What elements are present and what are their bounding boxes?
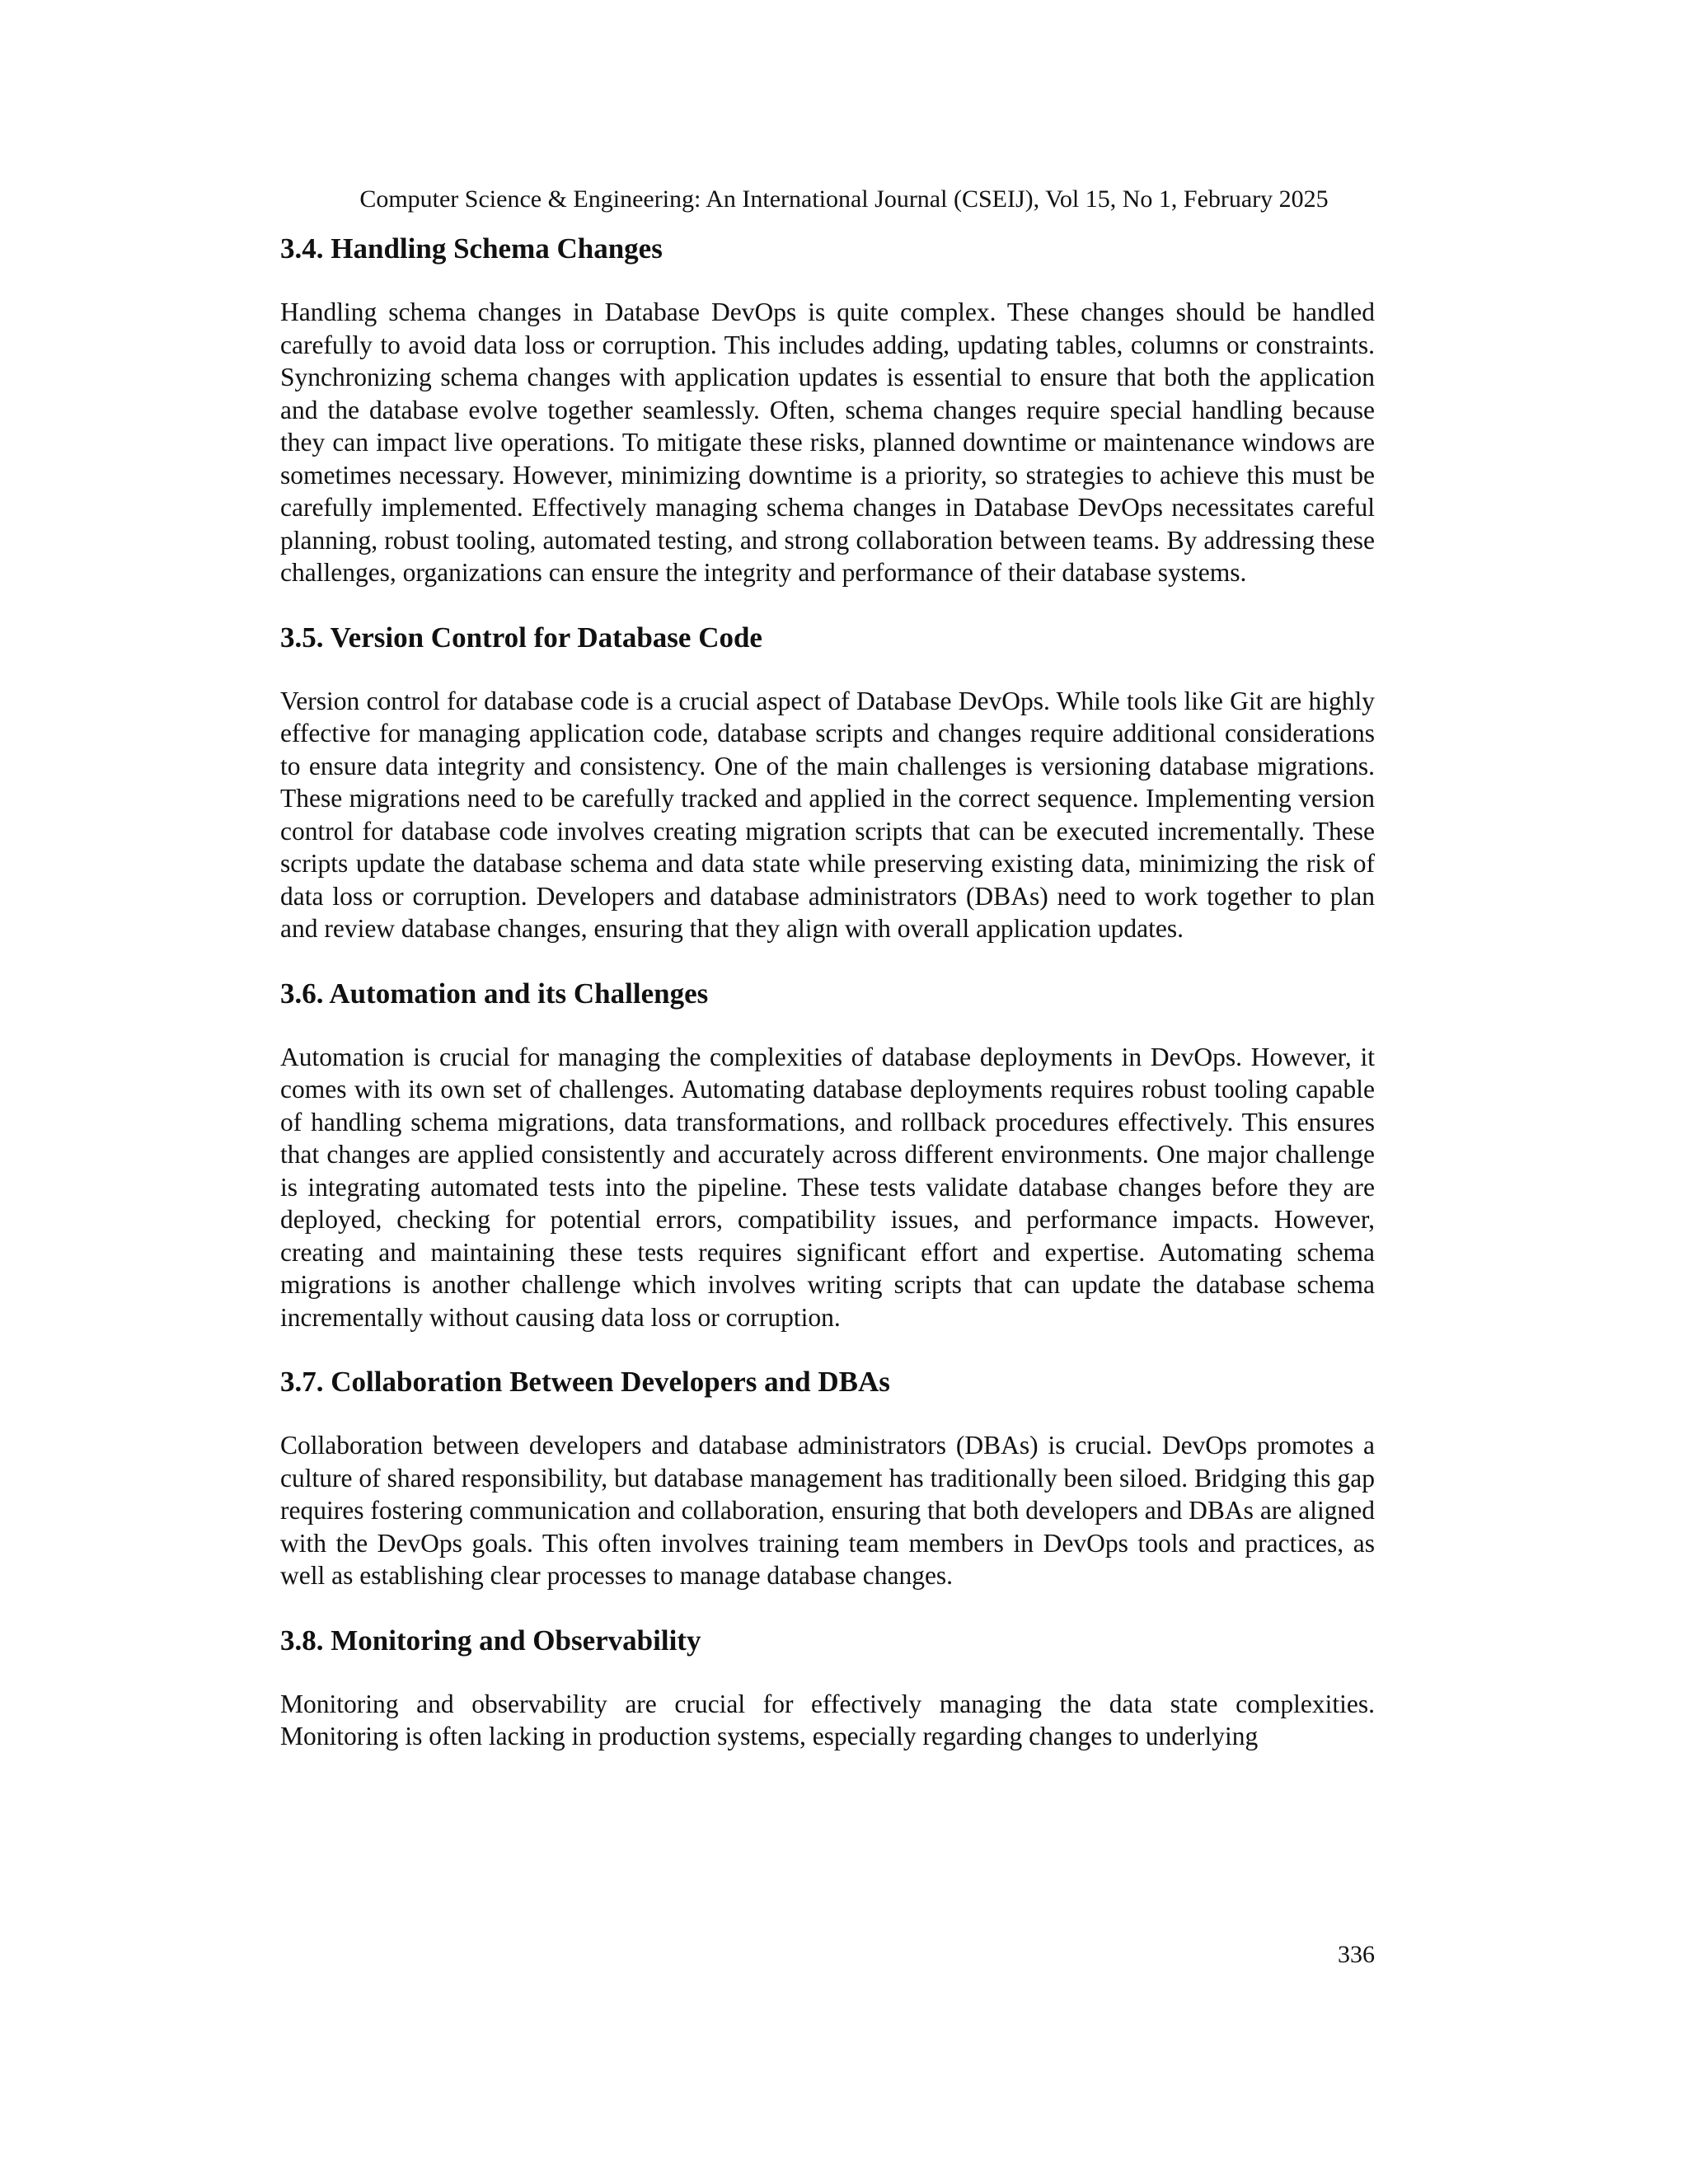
section-heading: 3.8. Monitoring and Observability (280, 1624, 701, 1657)
section-automation-challenges (280, 976, 1375, 1334)
section-heading: 3.5. Version Control for Database Code (280, 621, 762, 654)
section-version-control (280, 620, 1375, 945)
page-number: 336 (1338, 1941, 1375, 1968)
section-handling-schema-changes (280, 231, 1375, 589)
section-monitoring (280, 1623, 1375, 1753)
section-paragraph: Handling schema changes in Database DevOps is quite complex. These changes should be handled carefully to avoid data loss or corruption. This includes adding, updating tables, columns or constraints. Synchronizing schema changes with application updates is essential to ensure that both the application and the database evolve together seamlessly. Often, schema changes require special handling because they can impact live operations. To mitigate these risks, planned downtime or maintenance windows are sometimes necessary. However, minimizing downtime is a priority, so strategies to achieve this must be carefully implemented. Effectively managing schema changes in Database DevOps necessitates careful planning, robust tooling, automated testing, and strong collaboration between teams. By addressing these challenges, organizations can ensure the integrity and performance of their database systems. (280, 298, 1375, 587)
section-heading: 3.6. Automation and its Challenges (280, 977, 709, 1010)
section-collaboration (280, 1364, 1375, 1592)
section-paragraph: Monitoring and observability are crucial for effectively managing the data state complexities. Monitoring is often lacking in production systems, especially regarding changes to underlying (280, 1689, 1375, 1750)
section-paragraph: Collaboration between developers and database administrators (DBAs) is crucial. DevOps promotes a culture of shared responsibility, but database management has traditionally been siloed. Bridging this gap requires fostering communication and collaboration, ensuring that both developers and DBAs are aligned with the DevOps goals. This often involves training team members in DevOps tools and practices, as well as establishing clear processes to manage database changes. (280, 1431, 1375, 1590)
section-paragraph: Automation is crucial for managing the complexities of database deployments in DevOps. However, it comes with its own set of challenges. Automating database deployments requires robust tooling capable of handling schema migrations, data transformations, and rollback procedures effectively. This ensures that changes are applied consistently and accurately across different environments. One major challenge is integrating automated tests into the pipeline. These tests validate database changes before they are deployed, checking for potential errors, compatibility issues, and performance impacts. However, creating and maintaining these tests requires significant effort and expertise. Automating schema migrations is another challenge which involves writing scripts that can update the database schema incrementally without causing data loss or corruption. (280, 1042, 1375, 1332)
section-paragraph: Version control for database code is a crucial aspect of Database DevOps. While tools like Git are highly effective for managing application code, database scripts and changes require additional considerations to ensure data integrity and consistency. One of the main challenges is versioning database migrations. These migrations need to be carefully tracked and applied in the correct sequence. Implementing version control for database code involves creating migration scripts that can be executed incrementally. These scripts update the database schema and data state while preserving existing data, minimizing the risk of data loss or corruption. Developers and database administrators (DBAs) need to work together to plan and review database changes, ensuring that they align with overall application updates. (280, 686, 1375, 943)
section-heading: 3.4. Handling Schema Changes (280, 232, 663, 265)
running-header: Computer Science & Engineering: An International Journal (CSEIJ), Vol 15, No 1, February 2025 (359, 185, 1329, 213)
article-body (280, 231, 1375, 1783)
section-heading: 3.7. Collaboration Between Developers and DBAs (280, 1366, 890, 1398)
